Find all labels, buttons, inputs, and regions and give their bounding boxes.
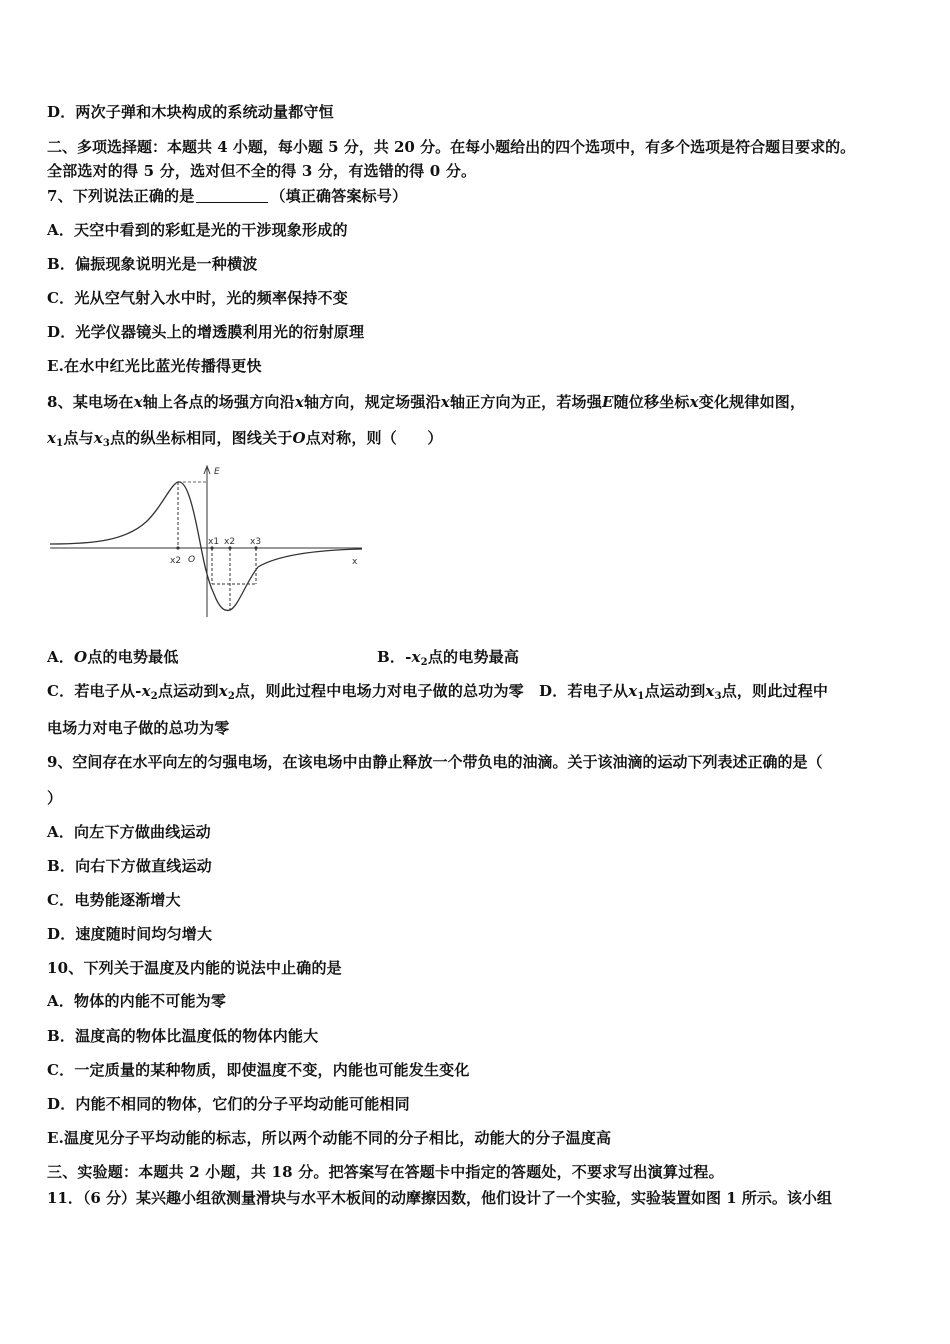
section-2-instructions: 全部选对的得 5 分，选对但不全的得 3 分，有选错的得 0 分。 xyxy=(47,162,477,180)
question-9-option-c: C．电势能逐渐增大 xyxy=(47,891,181,909)
question-10-option-c: C．一定质量的某种物质，即使温度不变，内能也可能发生变化 xyxy=(47,1061,470,1079)
question-10-option-b: B．温度高的物体比温度低的物体内能大 xyxy=(47,1027,319,1045)
question-9-option-a: A．向左下方做曲线运动 xyxy=(47,823,211,841)
question-8-option-d-continued: 电场力对电子做的总功为零 xyxy=(47,719,230,737)
question-7-option-a: A．天空中看到的彩虹是光的干涉现象形成的 xyxy=(47,221,348,239)
question-9-stem: 9、空间存在水平向左的匀强电场，在该电场中由静止释放一个带负电的油滴。关于该油滴的运动下列表述正确的是（ xyxy=(47,753,823,771)
question-9-option-b: B．向右下方做直线运动 xyxy=(47,857,212,875)
question-10-option-a: A．物体的内能不可能为零 xyxy=(47,992,227,1010)
x1-label: x1 xyxy=(208,537,220,547)
x-axis-label: x xyxy=(352,557,358,567)
x3-label: x3 xyxy=(250,537,262,547)
neg-x2-label: x2 xyxy=(170,556,182,566)
question-10-stem: 10、下列关于温度及内能的说法中止确的是 xyxy=(47,959,342,977)
question-7-option-d: D．光学仪器镜头上的增透膜利用光的衍射原理 xyxy=(47,323,365,341)
neg-x2-point xyxy=(176,546,179,549)
question-9-option-d: D．速度随时间均匀增大 xyxy=(47,925,213,943)
question-11-stem: 11．（6 分）某兴趣小组欲测量滑块与水平木板间的动摩擦因数，他们设计了一个实验，实验装置如图 1 所示。该小组 xyxy=(47,1189,832,1207)
question-8-option-c-d: C．若电子从$-x_2$点运动到$x_2$点，则此过程中电场力对电子做的总功为零 D．若电子从$x_1$点运动到$x_3$点，则此过程中 xyxy=(47,682,829,702)
origin-label: O xyxy=(188,555,196,565)
section-3-heading: 三、实验题：本题共 2 小题，共 18 分。把答案写在答题卡中指定的答题处，不要求写出演算过程。 xyxy=(47,1163,724,1181)
y-axis-label: E xyxy=(214,467,220,477)
e-field-curve xyxy=(50,482,362,611)
question-10-option-d: D．内能不相同的物体，它们的分子平均动能可能相同 xyxy=(47,1095,410,1113)
question-7-option-c: C．光从空气射入水中时，光的频率保持不变 xyxy=(47,289,348,307)
question-6-option-d: D．两次子弹和木块构成的系统动量都守恒 xyxy=(47,103,334,121)
question-7-option-e: E.在水中红光比蓝光传播得更快 xyxy=(47,357,262,375)
question-7-text: 7、下列说法正确的是 xyxy=(47,187,195,205)
question-8-option-a: A．O点的电势最低 xyxy=(47,648,179,666)
x2-label: x2 xyxy=(224,537,236,547)
question-10-option-e: E.温度见分子平均动能的标志，所以两个动能不同的分子相比，动能大的分子温度高 xyxy=(47,1129,612,1147)
question-7-option-b: B．偏振现象说明光是一种横波 xyxy=(47,255,258,273)
question-8-option-b: B．$-x_2$点的电势最高 xyxy=(377,648,520,668)
question-8-stem-line-2: $x_1$点与$x_3$点的纵坐标相同，图线关于O点对称，则（ ） xyxy=(47,429,443,449)
question-7-hint: （填正确答案标号） xyxy=(270,187,408,205)
field-strength-graph xyxy=(46,462,368,622)
question-8-stem-line-1: 8、某电场在x轴上各点的场强方向沿x轴方向，规定场强沿x轴正方向为正，若场强E随位移坐标x变化规律如图， xyxy=(47,393,806,411)
section-2-heading: 二、多项选择题：本题共 4 小题，每小题 5 分，共 20 分。在每小题给出的四个选项中，有多个选项是符合题目要求的。 xyxy=(47,138,856,156)
answer-blank xyxy=(196,188,268,203)
question-9-stem-end: ） xyxy=(47,789,63,807)
question-7-stem xyxy=(47,186,407,206)
